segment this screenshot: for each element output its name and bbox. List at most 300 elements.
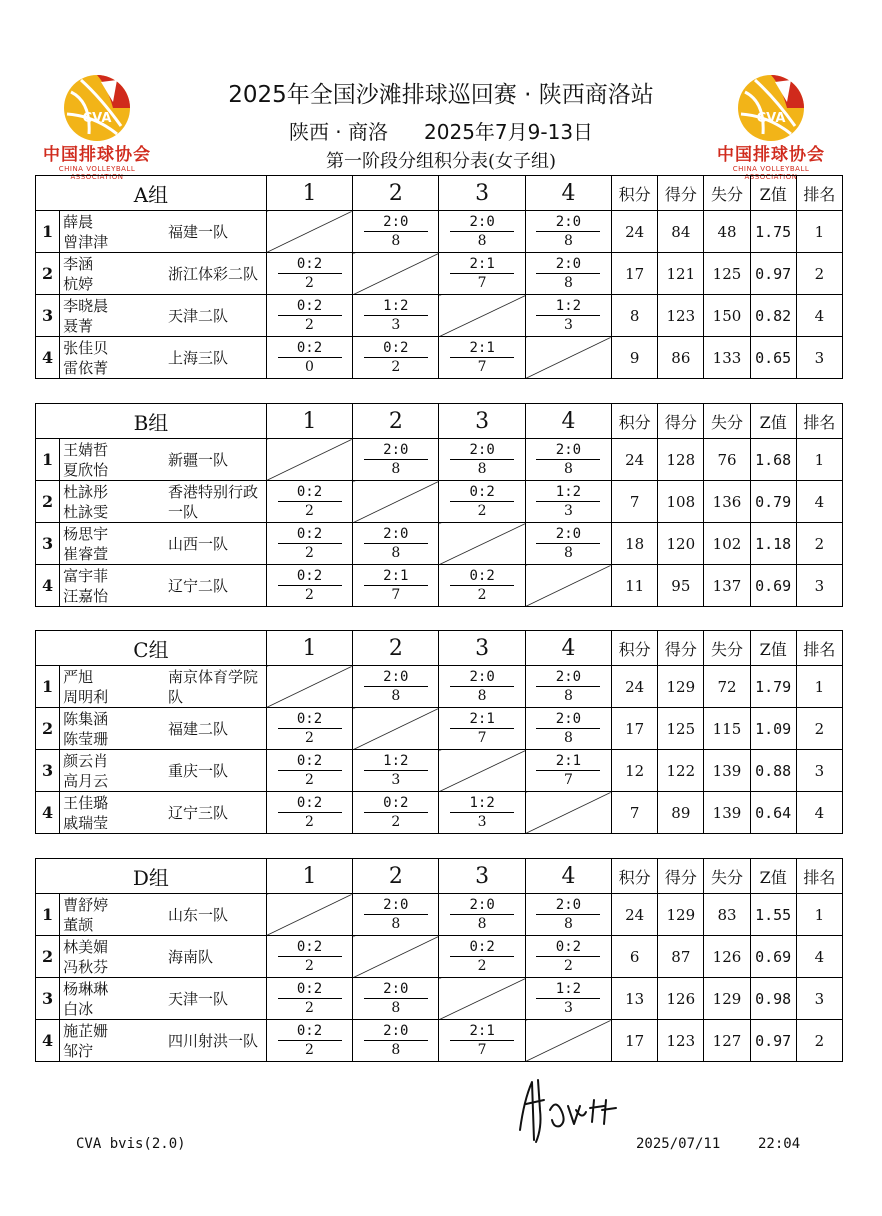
match-points: 7	[477, 1042, 487, 1058]
team-z-value: 0.69	[750, 936, 796, 978]
match-result-cell	[353, 211, 439, 253]
team-scored: 125	[658, 708, 704, 750]
match-points: 8	[563, 275, 573, 291]
self-match-cell	[266, 894, 352, 936]
player-names	[60, 1020, 166, 1062]
team-lost: 133	[704, 337, 750, 379]
team-rank: 3	[796, 337, 842, 379]
match-result	[450, 340, 514, 375]
match-points: 7	[477, 730, 487, 746]
team-name: 香港特别行政一队	[166, 481, 266, 523]
table-row	[36, 708, 843, 750]
match-result-cell	[439, 565, 525, 607]
match-result-cell	[353, 894, 439, 936]
match-result	[364, 568, 428, 603]
player-names	[60, 253, 166, 295]
table-row	[36, 792, 843, 834]
match-result	[364, 897, 428, 932]
team-lost: 125	[704, 253, 750, 295]
match-result-cell	[353, 295, 439, 337]
match-points: 8	[477, 461, 487, 477]
match-score: 0:2	[364, 340, 428, 358]
group-table	[35, 630, 843, 834]
team-points: 24	[612, 211, 658, 253]
column-header-points: 积分	[612, 859, 658, 894]
team-points: 13	[612, 978, 658, 1020]
match-score: 0:2	[278, 298, 342, 316]
match-points: 8	[477, 916, 487, 932]
match-result-cell	[353, 792, 439, 834]
match-points: 0	[305, 359, 314, 375]
column-header-lost: 失分	[704, 631, 750, 666]
match-score: 2:1	[450, 340, 514, 358]
match-result	[536, 753, 600, 788]
match-points: 2	[305, 1042, 314, 1058]
column-header-points: 积分	[612, 404, 658, 439]
match-score: 0:2	[278, 484, 342, 502]
player-1: 杨思宇	[63, 524, 109, 543]
team-index: 1	[36, 894, 60, 936]
match-score: 2:0	[450, 214, 514, 232]
team-lost: 115	[704, 708, 750, 750]
team-z-value: 0.65	[750, 337, 796, 379]
match-result-cell	[439, 253, 525, 295]
match-result	[450, 568, 514, 603]
team-index: 4	[36, 565, 60, 607]
match-score: 1:2	[536, 298, 600, 316]
team-name: 南京体育学院队	[166, 666, 266, 708]
self-match-cell	[353, 253, 439, 295]
match-result	[364, 795, 428, 830]
match-result-cell	[439, 211, 525, 253]
match-score: 2:1	[364, 568, 428, 586]
player-1: 曹舒婷	[63, 895, 109, 914]
group-name: C组	[36, 631, 267, 666]
opponent-column-header: 3	[439, 176, 525, 211]
match-result	[278, 753, 342, 788]
match-result-cell	[353, 750, 439, 792]
match-score: 2:0	[536, 526, 600, 544]
team-scored: 123	[658, 295, 704, 337]
team-points: 8	[612, 295, 658, 337]
match-result	[364, 298, 428, 333]
match-score: 1:2	[536, 981, 600, 999]
player-1: 富宇菲	[63, 566, 109, 585]
match-result	[536, 711, 600, 746]
player-2: 汪嘉怡	[63, 586, 109, 605]
self-match-cell	[439, 523, 525, 565]
event-dates: 2025年7月9-13日	[424, 120, 594, 144]
match-result-cell	[266, 792, 352, 834]
group-table	[35, 175, 843, 379]
match-score: 0:2	[278, 1023, 342, 1041]
player-2: 白冰	[63, 999, 94, 1018]
match-score: 1:2	[450, 795, 514, 813]
team-rank: 1	[796, 894, 842, 936]
match-result-cell	[525, 708, 611, 750]
team-points: 6	[612, 936, 658, 978]
match-result	[278, 981, 342, 1016]
match-result-cell	[439, 481, 525, 523]
match-result	[536, 442, 600, 477]
match-score: 2:0	[364, 442, 428, 460]
team-index: 3	[36, 523, 60, 565]
team-rank: 2	[796, 253, 842, 295]
team-index: 3	[36, 750, 60, 792]
team-name: 福建一队	[166, 211, 266, 253]
match-points: 2	[477, 503, 487, 519]
match-result-cell	[525, 894, 611, 936]
team-points: 17	[612, 253, 658, 295]
match-result	[278, 484, 342, 519]
team-index: 2	[36, 253, 60, 295]
table-row	[36, 337, 843, 379]
match-result	[450, 484, 514, 519]
match-points: 2	[305, 275, 314, 291]
player-names	[60, 936, 166, 978]
match-result-cell	[525, 523, 611, 565]
match-result-cell	[266, 337, 352, 379]
match-score: 0:2	[278, 795, 342, 813]
table-row	[36, 523, 843, 565]
self-match-cell	[525, 337, 611, 379]
match-result-cell	[525, 211, 611, 253]
opponent-column-header: 2	[353, 176, 439, 211]
match-result-cell	[525, 439, 611, 481]
match-result	[536, 897, 600, 932]
handwritten-signature	[510, 1070, 630, 1150]
match-result	[278, 298, 342, 333]
match-points: 8	[391, 916, 401, 932]
player-2: 杭婷	[63, 274, 94, 293]
logo-en-text: CHINA VOLLEYBALL ASSOCIATION	[732, 165, 810, 181]
player-1: 王佳璐	[63, 793, 109, 812]
player-names	[60, 523, 166, 565]
team-z-value: 0.79	[750, 481, 796, 523]
self-match-cell	[266, 211, 352, 253]
match-score: 2:1	[450, 256, 514, 274]
match-points: 3	[391, 317, 401, 333]
team-scored: 126	[658, 978, 704, 1020]
event-subline	[0, 118, 882, 146]
match-result-cell	[266, 708, 352, 750]
team-name: 上海三队	[166, 337, 266, 379]
match-points: 8	[391, 545, 401, 561]
self-match-cell	[353, 708, 439, 750]
match-result-cell	[266, 295, 352, 337]
match-points: 2	[305, 1000, 314, 1016]
team-lost: 102	[704, 523, 750, 565]
match-points: 8	[391, 1042, 401, 1058]
match-points: 2	[305, 772, 314, 788]
team-scored: 108	[658, 481, 704, 523]
team-scored: 121	[658, 253, 704, 295]
team-index: 2	[36, 708, 60, 750]
group-table	[35, 403, 843, 607]
match-score: 2:0	[364, 1023, 428, 1041]
match-result-cell	[439, 439, 525, 481]
opponent-column-header: 1	[266, 404, 352, 439]
player-2: 高月云	[63, 771, 109, 790]
player-2: 曾津津	[63, 232, 109, 251]
team-index: 4	[36, 792, 60, 834]
team-scored: 84	[658, 211, 704, 253]
team-rank: 4	[796, 792, 842, 834]
column-header-scored: 得分	[658, 404, 704, 439]
player-1: 严旭	[63, 667, 94, 686]
logo-cn-text: 中国排球协会	[43, 145, 151, 165]
match-result-cell	[525, 666, 611, 708]
self-match-cell	[525, 565, 611, 607]
team-rank: 3	[796, 750, 842, 792]
match-points: 3	[563, 1000, 573, 1016]
match-result	[536, 298, 600, 333]
team-name: 新疆一队	[166, 439, 266, 481]
team-scored: 86	[658, 337, 704, 379]
opponent-column-header: 3	[439, 859, 525, 894]
footer-software: CVA bvis(2.0)	[76, 1136, 186, 1152]
team-scored: 95	[658, 565, 704, 607]
self-match-cell	[266, 439, 352, 481]
team-index: 2	[36, 481, 60, 523]
match-result-cell	[266, 750, 352, 792]
match-points: 2	[305, 503, 314, 519]
team-z-value: 0.98	[750, 978, 796, 1020]
team-points: 12	[612, 750, 658, 792]
opponent-column-header: 2	[353, 404, 439, 439]
match-result	[536, 214, 600, 249]
match-result-cell	[266, 253, 352, 295]
team-index: 3	[36, 295, 60, 337]
opponent-column-header: 4	[525, 631, 611, 666]
group-name: D组	[36, 859, 267, 894]
match-score: 2:0	[450, 897, 514, 915]
team-name: 海南队	[166, 936, 266, 978]
match-result	[450, 939, 514, 974]
match-points: 8	[477, 233, 487, 249]
opponent-column-header: 4	[525, 859, 611, 894]
table-row	[36, 481, 843, 523]
match-points: 8	[563, 545, 573, 561]
match-result-cell	[525, 936, 611, 978]
column-header-rank: 排名	[796, 404, 842, 439]
match-score: 0:2	[278, 939, 342, 957]
team-points: 24	[612, 666, 658, 708]
player-names	[60, 978, 166, 1020]
match-score: 0:2	[536, 939, 600, 957]
player-names	[60, 666, 166, 708]
team-name: 天津二队	[166, 295, 266, 337]
match-points: 3	[563, 317, 573, 333]
match-result	[536, 256, 600, 291]
team-z-value: 0.64	[750, 792, 796, 834]
table-row	[36, 1020, 843, 1062]
player-2: 董颉	[63, 915, 94, 934]
match-result-cell	[353, 666, 439, 708]
column-header-z: Z值	[750, 404, 796, 439]
team-lost: 137	[704, 565, 750, 607]
match-score: 2:0	[364, 669, 428, 687]
table-row	[36, 439, 843, 481]
match-result	[536, 981, 600, 1016]
team-index: 3	[36, 978, 60, 1020]
player-2: 周明利	[63, 687, 109, 706]
player-1: 薛晨	[63, 212, 94, 231]
opponent-column-header: 4	[525, 404, 611, 439]
table-row	[36, 253, 843, 295]
match-result	[364, 1023, 428, 1058]
opponent-column-header: 2	[353, 859, 439, 894]
match-points: 7	[563, 772, 573, 788]
match-result-cell	[353, 337, 439, 379]
team-name: 浙江体彩二队	[166, 253, 266, 295]
match-score: 2:0	[364, 526, 428, 544]
team-index: 1	[36, 666, 60, 708]
team-scored: 120	[658, 523, 704, 565]
team-z-value: 0.97	[750, 253, 796, 295]
team-points: 17	[612, 1020, 658, 1062]
team-scored: 122	[658, 750, 704, 792]
player-1: 林美媚	[63, 937, 109, 956]
match-result-cell	[353, 523, 439, 565]
player-1: 杨琳琳	[63, 979, 109, 998]
match-score: 0:2	[278, 526, 342, 544]
self-match-cell	[266, 666, 352, 708]
match-points: 7	[477, 359, 487, 375]
match-result	[450, 897, 514, 932]
player-1: 颜云肖	[63, 751, 109, 770]
team-rank: 1	[796, 439, 842, 481]
page-title: 2025年全国沙滩排球巡回赛 · 陕西商洛站	[228, 82, 654, 108]
column-header-rank: 排名	[796, 859, 842, 894]
column-header-lost: 失分	[704, 404, 750, 439]
match-result	[278, 568, 342, 603]
match-points: 8	[391, 1000, 401, 1016]
team-lost: 139	[704, 750, 750, 792]
team-z-value: 1.68	[750, 439, 796, 481]
match-result	[364, 214, 428, 249]
team-scored: 129	[658, 894, 704, 936]
column-header-points: 积分	[612, 176, 658, 211]
match-score: 0:2	[364, 795, 428, 813]
player-1: 李涵	[63, 254, 94, 273]
match-result	[278, 939, 342, 974]
match-points: 8	[563, 916, 573, 932]
match-result-cell	[266, 565, 352, 607]
column-header-rank: 排名	[796, 176, 842, 211]
match-result-cell	[525, 481, 611, 523]
column-header-scored: 得分	[658, 859, 704, 894]
player-names	[60, 481, 166, 523]
team-name: 四川射洪一队	[166, 1020, 266, 1062]
match-points: 8	[477, 688, 487, 704]
match-result	[450, 442, 514, 477]
player-names	[60, 295, 166, 337]
team-name: 辽宁三队	[166, 792, 266, 834]
match-score: 2:0	[536, 711, 600, 729]
opponent-column-header: 1	[266, 631, 352, 666]
team-points: 7	[612, 481, 658, 523]
match-points: 8	[563, 461, 573, 477]
logo-cn-text: 中国排球协会	[717, 145, 825, 165]
match-result	[450, 1023, 514, 1058]
match-result-cell	[266, 936, 352, 978]
table-row	[36, 211, 843, 253]
self-match-cell	[439, 978, 525, 1020]
team-name: 福建二队	[166, 708, 266, 750]
match-score: 2:1	[450, 1023, 514, 1041]
team-lost: 136	[704, 481, 750, 523]
match-result-cell	[353, 439, 439, 481]
match-result	[364, 340, 428, 375]
player-names	[60, 565, 166, 607]
team-scored: 87	[658, 936, 704, 978]
match-result-cell	[266, 978, 352, 1020]
match-points: 2	[305, 958, 314, 974]
team-index: 4	[36, 337, 60, 379]
player-2: 聂菁	[63, 316, 94, 335]
team-points: 24	[612, 894, 658, 936]
team-index: 1	[36, 211, 60, 253]
team-points: 18	[612, 523, 658, 565]
match-result-cell	[525, 295, 611, 337]
player-2: 陈莹珊	[63, 729, 109, 748]
group-name: A组	[36, 176, 267, 211]
logo-badge-text: CVA	[756, 111, 786, 126]
match-result-cell	[353, 1020, 439, 1062]
match-score: 0:2	[278, 256, 342, 274]
match-result	[536, 526, 600, 561]
match-score: 1:2	[536, 484, 600, 502]
match-points: 2	[477, 587, 487, 603]
match-points: 8	[391, 233, 401, 249]
player-names	[60, 708, 166, 750]
player-names	[60, 894, 166, 936]
match-result-cell	[439, 337, 525, 379]
match-score: 2:0	[364, 897, 428, 915]
match-score: 0:2	[278, 981, 342, 999]
team-z-value: 0.88	[750, 750, 796, 792]
match-points: 2	[305, 814, 314, 830]
player-2: 戚瑞莹	[63, 813, 109, 832]
match-points: 2	[563, 958, 573, 974]
player-2: 冯秋芬	[63, 957, 109, 976]
match-points: 8	[563, 730, 573, 746]
table-row	[36, 565, 843, 607]
player-1: 张佳贝	[63, 338, 109, 357]
player-2: 邹泞	[63, 1041, 94, 1060]
match-result-cell	[266, 523, 352, 565]
team-lost: 72	[704, 666, 750, 708]
match-result	[278, 340, 342, 375]
team-name: 天津一队	[166, 978, 266, 1020]
team-z-value: 1.09	[750, 708, 796, 750]
team-rank: 2	[796, 1020, 842, 1062]
match-points: 7	[477, 275, 487, 291]
match-points: 7	[391, 587, 401, 603]
team-lost: 76	[704, 439, 750, 481]
team-points: 7	[612, 792, 658, 834]
logo-en-text: CHINA VOLLEYBALL ASSOCIATION	[58, 165, 136, 181]
team-lost: 129	[704, 978, 750, 1020]
self-match-cell	[439, 750, 525, 792]
team-points: 11	[612, 565, 658, 607]
match-result	[364, 442, 428, 477]
opponent-column-header: 3	[439, 404, 525, 439]
match-result	[364, 753, 428, 788]
match-result	[450, 795, 514, 830]
player-names	[60, 337, 166, 379]
